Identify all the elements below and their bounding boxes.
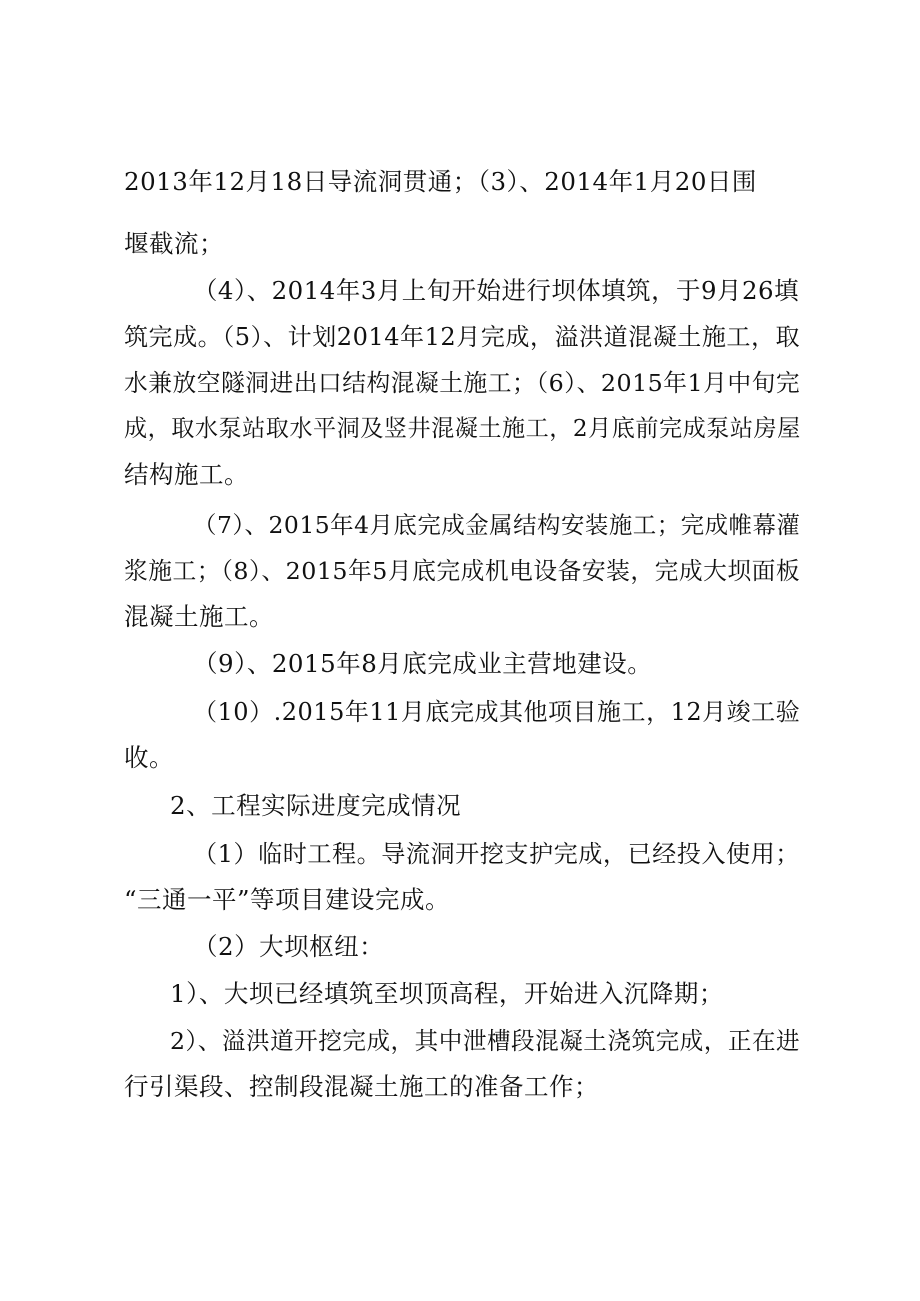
text-line: “三通一平”等项目建设完成。 <box>124 885 451 914</box>
text-line: （2）大坝枢纽： <box>193 932 385 961</box>
text-line: 行引渠段、控制段混凝土施工的准备工作； <box>124 1072 599 1101</box>
text-line: （1）临时工程。导流洞开挖支护完成，已经投入使用； <box>193 840 800 868</box>
text-line: 堰截流； <box>124 229 224 258</box>
text-line: 2）、溢洪道开挖完成，其中泄槽段混凝土浇筑完成，正在进 <box>170 1027 801 1055</box>
text-line: （10）.2015年11月底完成其他项目施工，12月竣工验 <box>193 698 801 726</box>
text-line: 筑完成。（5）、计划2014年12月完成，溢洪道混凝土施工，取 <box>124 323 801 351</box>
text-line: 收。 <box>124 743 174 772</box>
text-line: 浆施工；（8）、2015年5月底完成机电设备安装，完成大坝面板 <box>124 557 801 585</box>
text-line: （9）、2015年8月底完成业主营地建设。 <box>193 649 653 678</box>
text-line: （4）、2014年3月上旬开始进行坝体填筑，于9月26填 <box>193 276 800 305</box>
section-heading: 2、工程实际进度完成情况 <box>170 791 462 820</box>
text-line: 混凝土施工。 <box>124 602 274 631</box>
text-line: 2013年12月18日导流洞贯通；（3）、2014年1月20日围 <box>124 167 757 196</box>
text-line: 成，取水泵站取水平洞及竖井混凝土施工，2月底前完成泵站房屋 <box>124 416 801 442</box>
text-line: （7）、2015年4月底完成金属结构安装施工；完成帷幕灌 <box>193 511 801 539</box>
text-line: 1）、大坝已经填筑至坝顶高程，开始进入沉降期； <box>170 979 724 1008</box>
text-line: 结构施工。 <box>124 460 249 489</box>
text-line: 水兼放空隧洞进出口结构混凝土施工；（6）、2015年1月中旬完 <box>124 369 801 397</box>
